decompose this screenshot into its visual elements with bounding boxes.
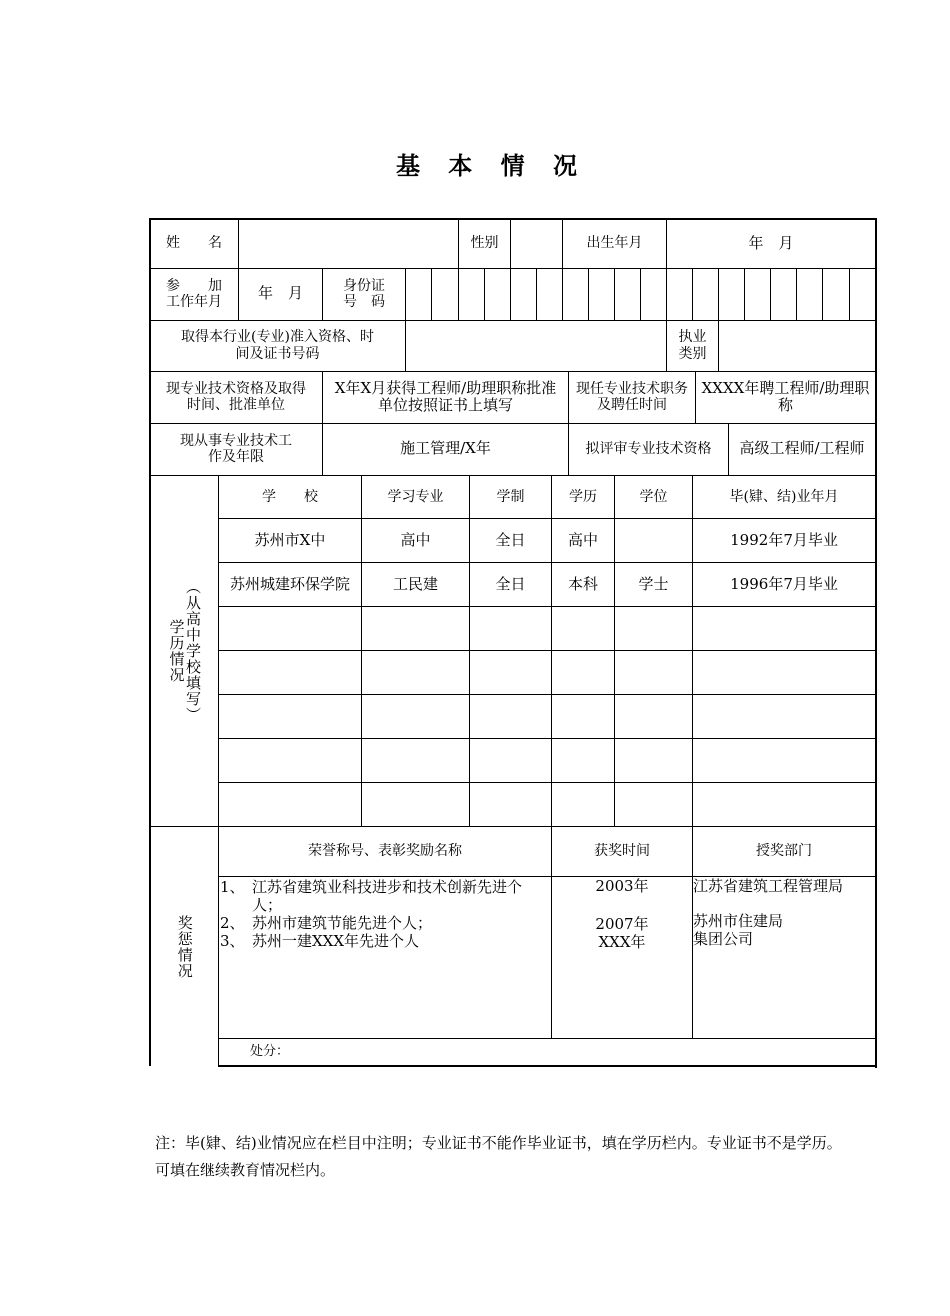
awards-section-label: 奖惩情况: [175, 914, 194, 979]
award-time[interactable]: XXX年: [598, 933, 646, 952]
join-work-field[interactable]: 年 月: [257, 284, 303, 303]
edu-header-major: 学习专业: [387, 488, 444, 505]
tech-qual-field[interactable]: X年X月获得工程师/助理职称批准单位按照证书上填写: [334, 378, 557, 414]
edu-cell[interactable]: 学士: [638, 574, 669, 593]
edu-cell[interactable]: 1992年7月毕业: [730, 530, 838, 549]
awards-header-dept: 授奖部门: [756, 843, 812, 860]
award-time[interactable]: 2003年: [595, 877, 649, 896]
tech-qual-label: 现专业技术资格及取得时间、批准单位: [166, 380, 306, 413]
page-title: 基 本 情 况: [395, 151, 588, 180]
awards-header-time: 获奖时间: [594, 843, 650, 860]
awards-header-name: 荣誉称号、表彰奖励名称: [308, 843, 462, 860]
gender-field[interactable]: [511, 219, 562, 268]
edu-cell[interactable]: 1996年7月毕业: [730, 574, 838, 593]
punishment-label: 处分：: [250, 1043, 290, 1059]
work-years-field[interactable]: 施工管理/X年: [400, 439, 491, 458]
name-label: 姓 名: [166, 235, 222, 252]
practice-type-field[interactable]: [719, 320, 875, 371]
award-dept[interactable]: 江苏省建筑工程管理局: [693, 877, 844, 896]
edu-header-degree-level: 学历: [569, 488, 597, 505]
edu-header-duration: 学制: [496, 488, 525, 505]
form-right-border: [875, 218, 877, 1068]
award-item: 1、 江苏省建筑业科技进步和技术创新先进个人；: [220, 878, 523, 914]
edu-cell[interactable]: 全日: [495, 574, 526, 593]
edu-cell[interactable]: 苏州城建环保学院: [229, 574, 350, 593]
edu-cell[interactable]: [615, 519, 692, 562]
edu-cell[interactable]: 高中: [567, 530, 598, 549]
edu-cell[interactable]: 高中: [400, 530, 431, 549]
edu-cell[interactable]: 苏州市X中: [254, 530, 326, 549]
edu-header-degree: 学位: [639, 488, 668, 505]
duty-label: 现任专业技术职务及聘任时间: [576, 380, 688, 413]
edu-header-school: 学 校: [262, 488, 318, 505]
edu-cell[interactable]: 本科: [567, 574, 598, 593]
award-dept[interactable]: 集团公司: [693, 930, 754, 949]
awards-list[interactable]: [220, 878, 551, 1038]
gender-label: 性别: [470, 235, 499, 252]
apply-qual-label: 拟评审专业技术资格: [585, 440, 712, 457]
award-dept[interactable]: 苏州市住建局: [693, 912, 784, 931]
id-number-label: 身份证 号 码: [343, 277, 385, 310]
birth-label: 出生年月: [586, 235, 643, 252]
footnote: 注：毕(肄、结)业情况应在栏目中注明；专业证书不能作毕业证书，填在学历栏内。专业证书不是学历。可填在继续教育情况栏内。: [155, 1134, 842, 1179]
join-work-label: 参 加 工作年月: [166, 277, 222, 310]
birth-field[interactable]: 年 月: [748, 233, 794, 252]
award-item: 2、 苏州市建筑节能先进个人；: [220, 914, 433, 932]
cert-field[interactable]: [406, 320, 666, 371]
award-item: 3、 苏州一建XXX年先进个人: [220, 932, 420, 950]
cert-label: 取得本行业(专业)准入资格、时间及证书号码: [181, 329, 374, 362]
practice-type-label: 执业类别: [678, 329, 707, 362]
edu-header-graduation: 毕(肄、结)业年月: [729, 488, 839, 505]
name-field[interactable]: [239, 219, 458, 268]
form-bottom-border: [218, 1065, 877, 1067]
award-time[interactable]: 2007年: [595, 915, 649, 934]
education-section-label: 学历情况 （从高中学校填写）: [167, 579, 202, 723]
apply-qual-field[interactable]: 高级工程师/工程师: [739, 439, 865, 458]
edu-cell[interactable]: 工民建: [392, 574, 438, 593]
duty-field[interactable]: XXXX年聘工程师/助理职称: [701, 378, 870, 414]
work-years-label: 现从事专业技术工作及年限: [180, 432, 292, 465]
edu-cell[interactable]: 全日: [495, 530, 526, 549]
id-number-field[interactable]: [406, 268, 875, 320]
